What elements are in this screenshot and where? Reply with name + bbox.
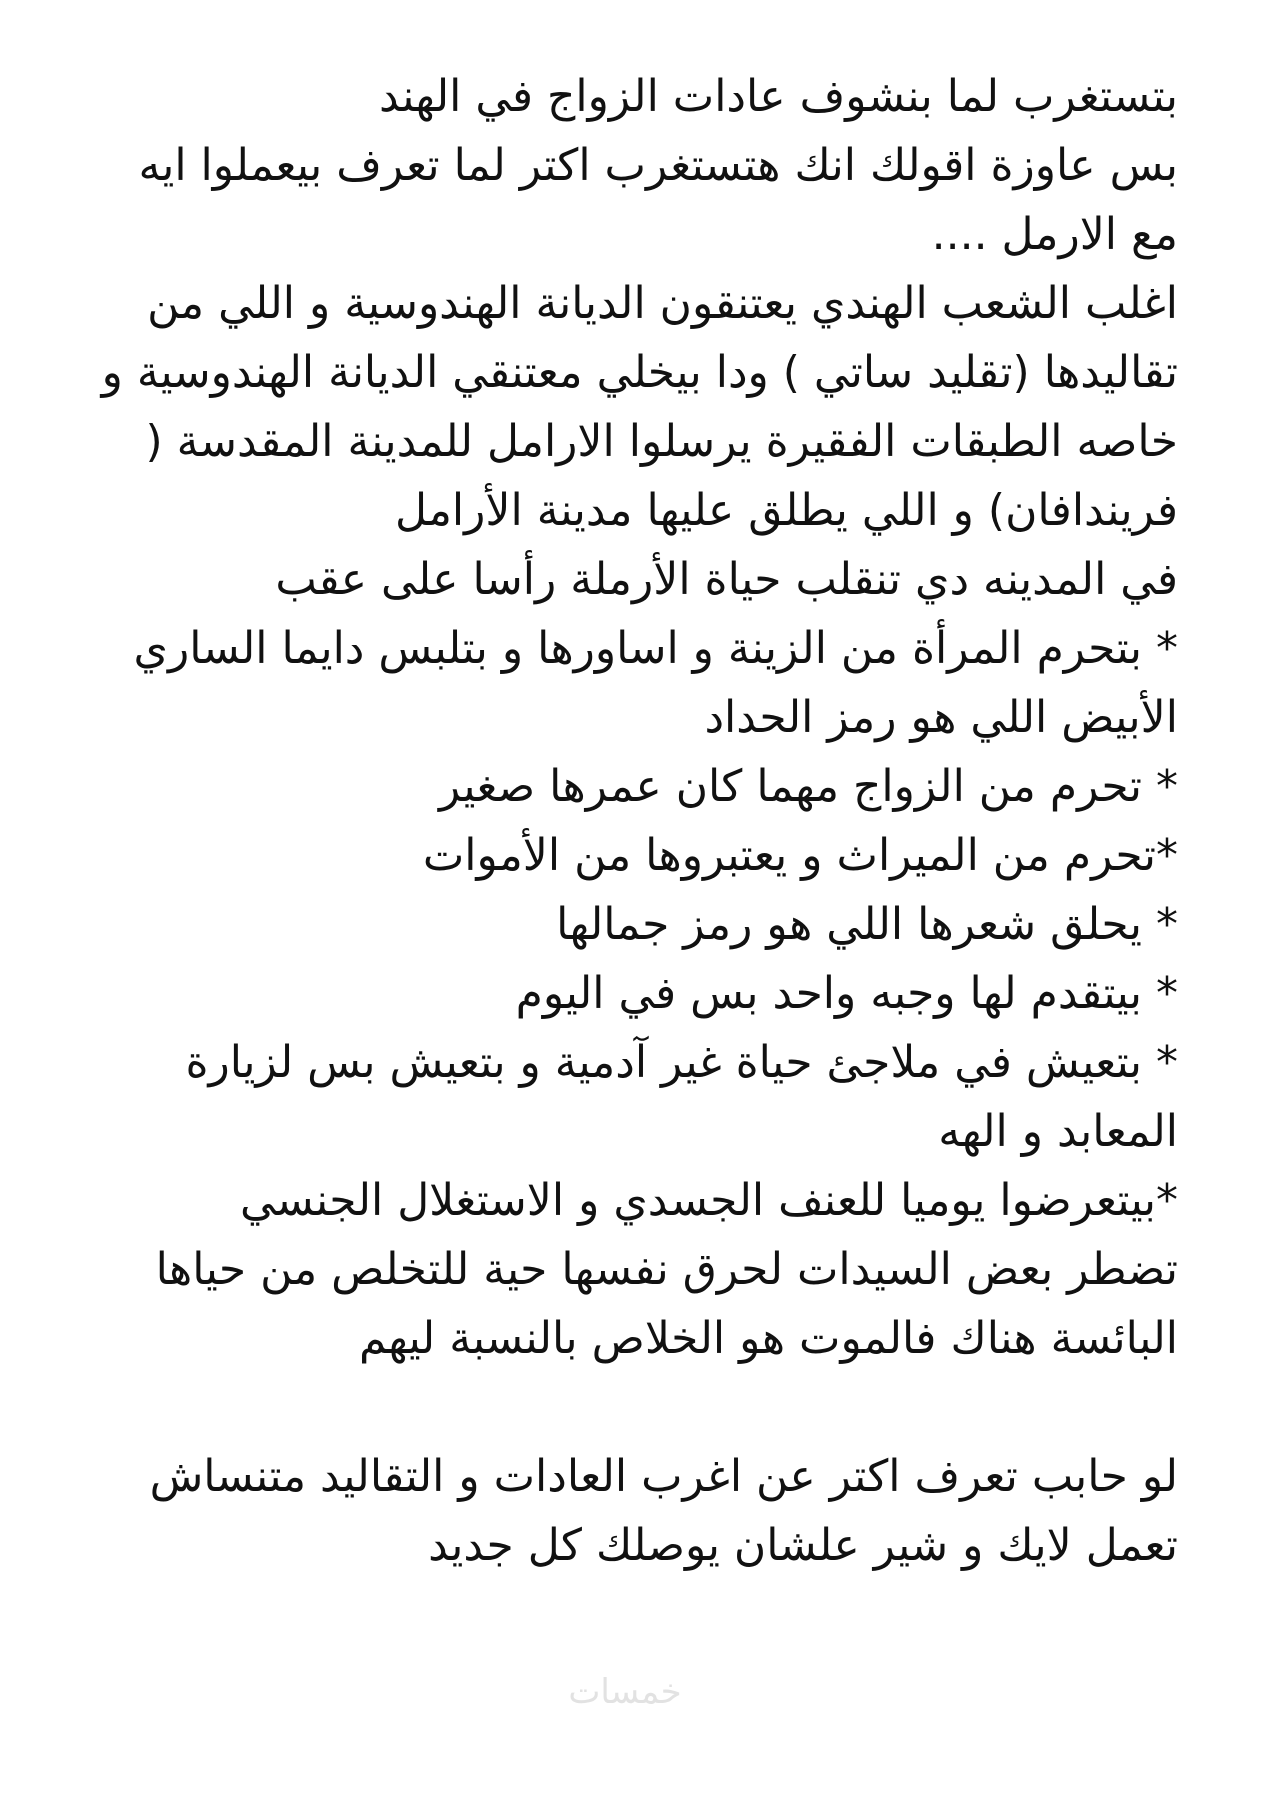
text-line-2: بس عاوزة اقولك انك هتستغرب اكتر لما تعرف بيعملوا ايه <box>138 140 1178 191</box>
text-line-18: تضطر بعض السيدات لحرق نفسها حية للتخلص من حياها <box>155 1244 1178 1295</box>
text-line-4: اغلب الشعب الهندي يعتنقون الديانة الهندوسية و اللي من <box>147 278 1178 329</box>
text-line-15: * بتعيش في ملاجئ حياة غير آدمية و بتعيش بس لزيارة <box>185 1037 1178 1088</box>
text-line-19: البائسة هناك فالموت هو الخلاص بالنسبة ليهم <box>358 1313 1178 1364</box>
text-line-1: بتستغرب لما بنشوف عادات الزواج في الهند <box>379 71 1178 122</box>
text-line-13: * يحلق شعرها اللي هو رمز جمالها <box>556 899 1178 950</box>
text-line-5: تقاليدها (تقليد ساتي ) ودا بيخلي معتنقي الديانة الهندوسية و <box>101 347 1178 398</box>
watermark-logo: خمسات <box>568 1672 682 1712</box>
text-line-6: خاصه الطبقات الفقيرة يرسلوا الارامل للمدينة المقدسة ( <box>145 416 1178 467</box>
text-line-21: لو حابب تعرف اكتر عن اغرب العادات و التقاليد متنساش <box>149 1451 1178 1502</box>
text-line-11: * تحرم من الزواج مهما كان عمرها صغير <box>439 761 1178 812</box>
text-line-22: تعمل لايك و شير علشان يوصلك كل جديد <box>428 1520 1178 1571</box>
article-text <box>98 62 1178 1580</box>
text-line-3: مع الارمل .... <box>931 209 1178 260</box>
blank-line <box>98 1373 1178 1442</box>
text-line-12: *تحرم من الميراث و يعتبروها من الأموات <box>422 830 1178 881</box>
text-line-10: الأبيض اللي هو رمز الحداد <box>704 692 1178 743</box>
text-line-9: * بتحرم المرأة من الزينة و اساورها و بتلبس دايما الساري <box>133 623 1178 674</box>
text-line-7: فريندافان) و اللي يطلق عليها مدينة الأرامل <box>395 485 1178 536</box>
text-line-8: في المدينه دي تنقلب حياة الأرملة رأسا على عقب <box>275 554 1178 605</box>
text-line-16: المعابد و الهه <box>938 1106 1178 1157</box>
text-line-17: *بيتعرضوا يوميا للعنف الجسدي و الاستغلال الجنسي <box>239 1175 1178 1226</box>
text-line-14: * بيتقدم لها وجبه واحد بس في اليوم <box>515 968 1178 1019</box>
